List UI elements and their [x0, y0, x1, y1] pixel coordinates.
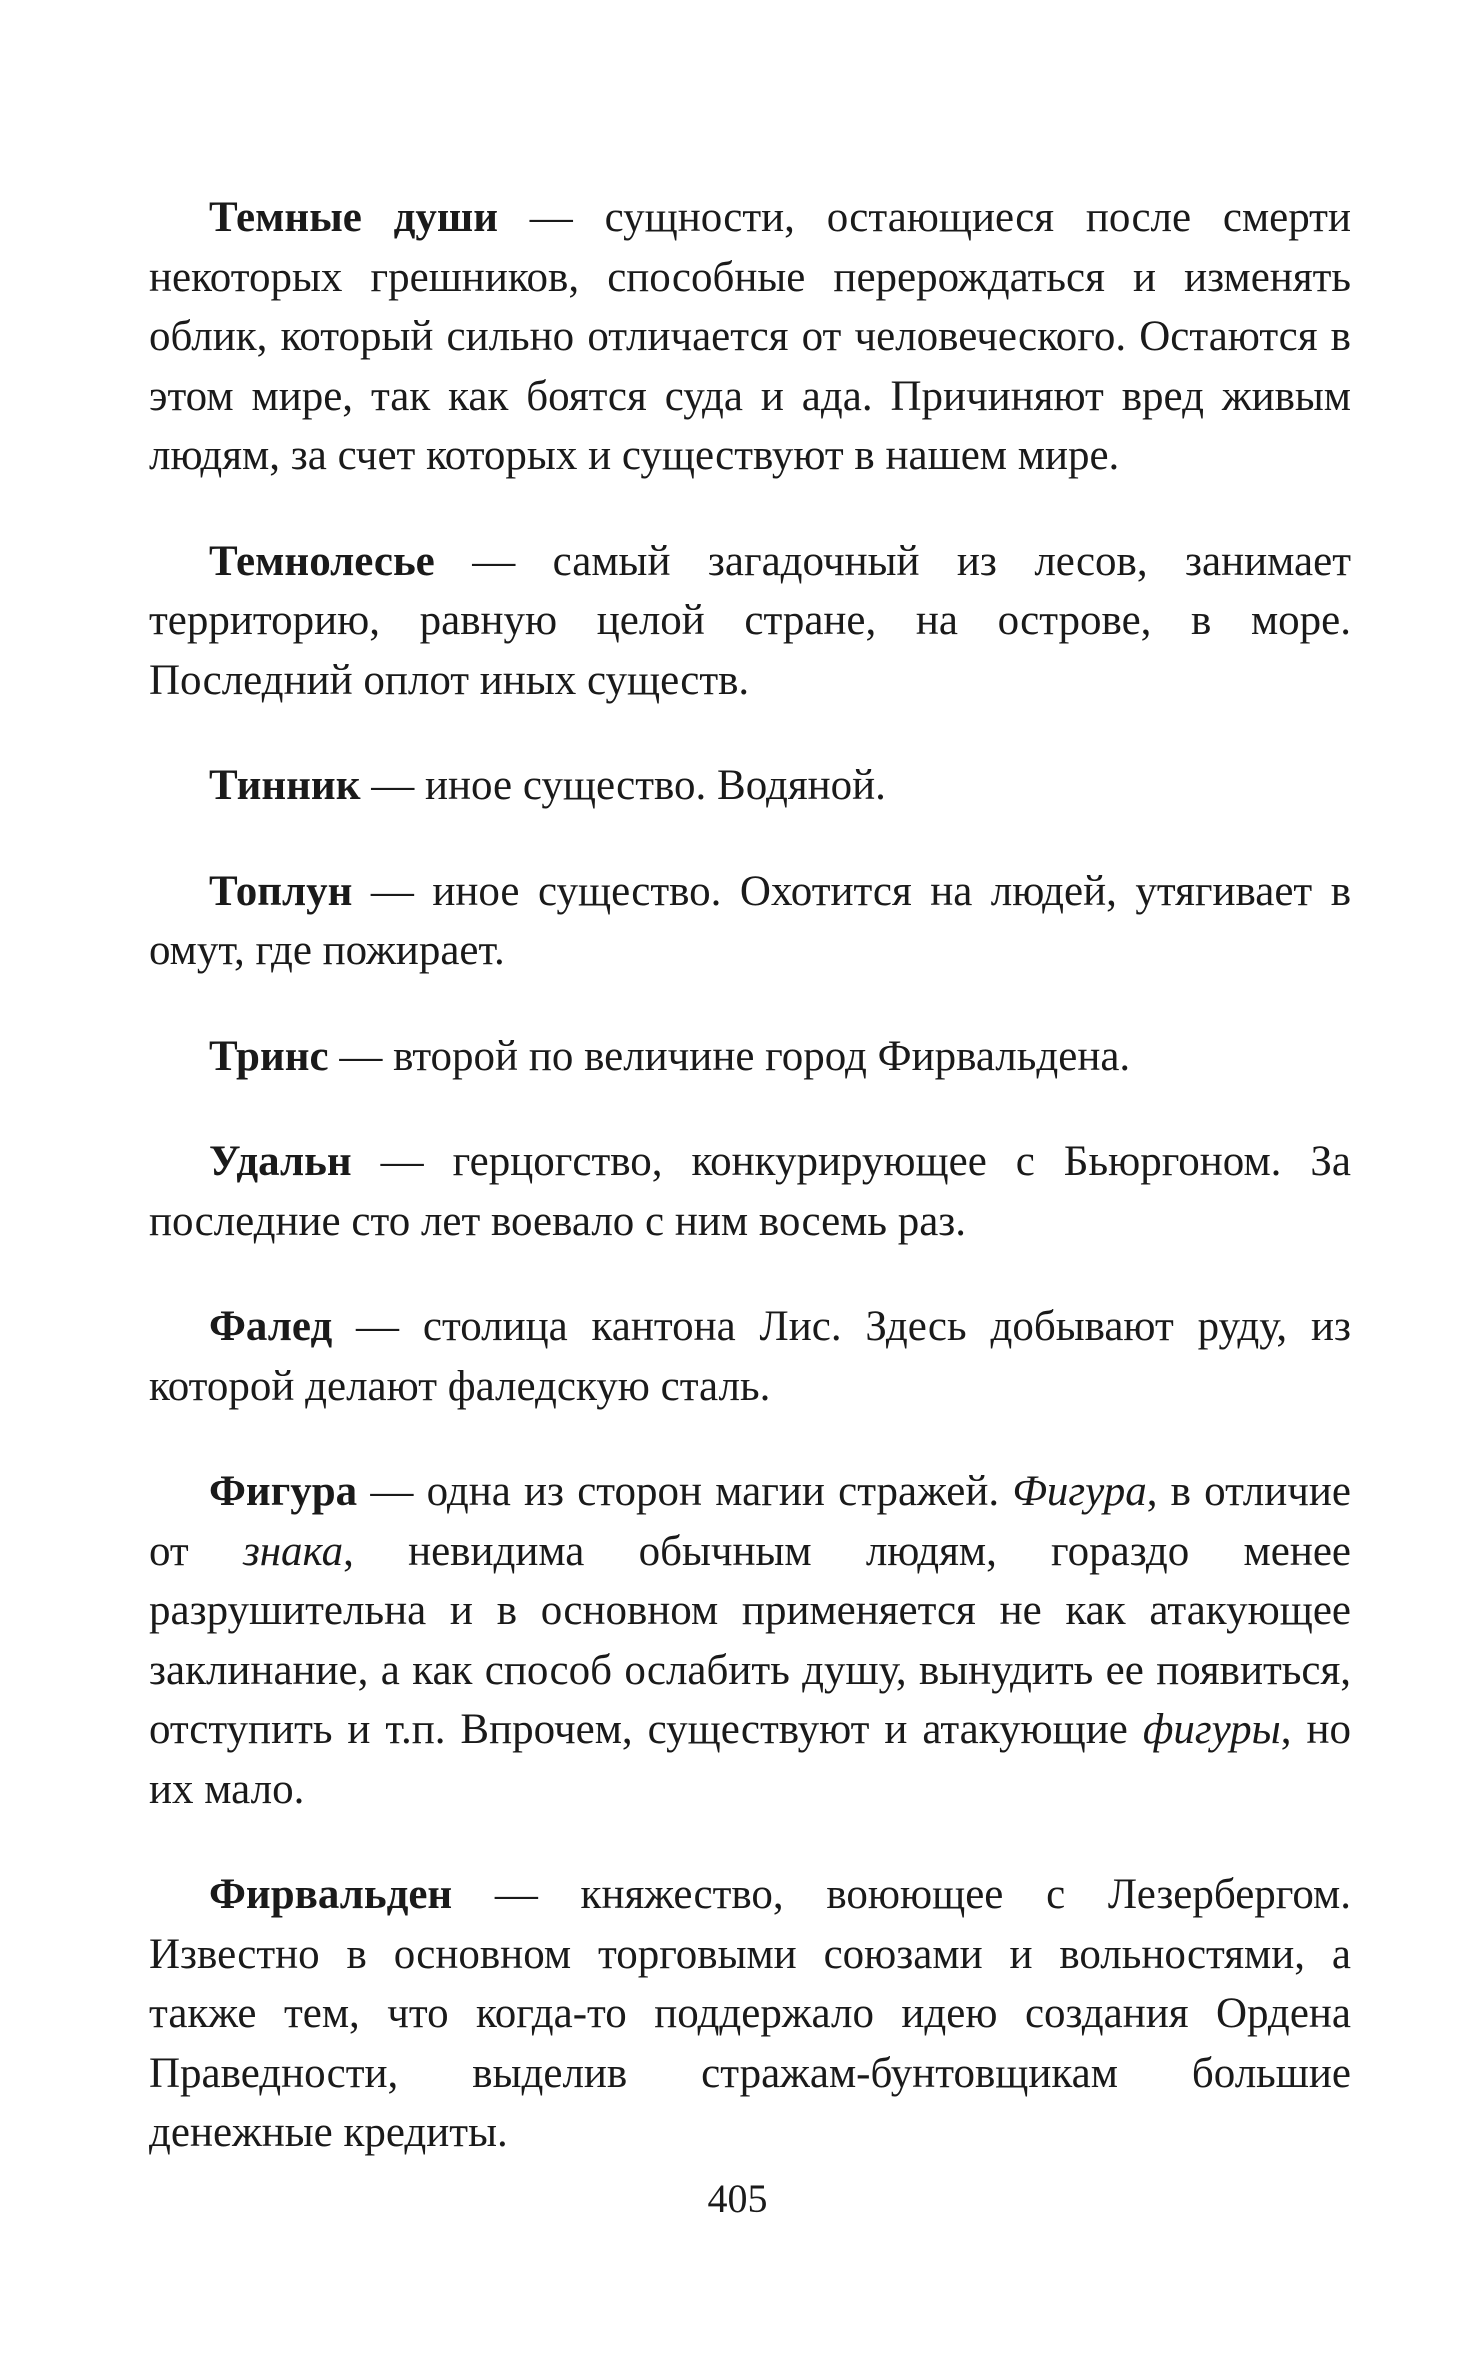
- definition-text: — герцогство, конкурирующее с Бьюргоном. За последние сто лет воевало с ним восемь раз.: [149, 1138, 1351, 1245]
- definition-text: — иное существо. Охотится на людей, утягивает в омут, где пожирает.: [149, 867, 1351, 974]
- definition-text: — столица кантона Лис. Здесь добывают руду, из которой делают фаледскую сталь.: [149, 1303, 1351, 1410]
- italic-term: фигуры: [1142, 1706, 1281, 1753]
- definition-text: — одна из сторон магии стражей.: [357, 1468, 1013, 1515]
- glossary-entry: [149, 862, 1351, 981]
- definition-text: — княжество, воюющее с Лезербергом. Известно в основном торговыми союзами и вольностями, а также тем, что когда-то поддержало идею создания Ордена Праведности, выделив стражам-бунтовщикам большие денежные кредиты.: [149, 1871, 1351, 2156]
- glossary-entry: [149, 532, 1351, 711]
- glossary-entry: [149, 1297, 1351, 1416]
- definition-text: — второй по величине город Фирвальдена.: [328, 1032, 1131, 1080]
- glossary-term: Тринс: [209, 1032, 329, 1080]
- definition-text: — иное существо. Водяной.: [360, 762, 886, 809]
- glossary-text: [149, 188, 1351, 2209]
- glossary-entry: [149, 1027, 1351, 1087]
- glossary-term: Фигура: [209, 1468, 358, 1515]
- italic-term: Фигура: [1012, 1468, 1147, 1515]
- italic-term: знака: [242, 1527, 344, 1575]
- glossary-entry: [149, 1462, 1351, 1819]
- glossary-entry: [149, 756, 1351, 816]
- glossary-term: Топлун: [209, 867, 353, 915]
- glossary-term: Удальн: [209, 1138, 352, 1185]
- definition-text: , невидима обычным людям, гораздо менее разрушительна и в основном применяется не как атакующее заклинание, а как способ ослабить душу, вынудить ее появиться, отступить и т.п. Впрочем, существуют и атакующие: [149, 1527, 1351, 1753]
- glossary-entry: [149, 188, 1351, 486]
- definition-text: , но их мало.: [149, 1706, 1351, 1813]
- definition-text: — сущности, остающиеся после смерти некоторых грешников, способные перерождаться и изменять облик, который сильно отличается от человеческого. Остаются в этом мире, так как боятся суда и ада. Причиняют вред живым людям, за счет которых и существуют в нашем мире.: [149, 194, 1351, 479]
- definition-text: — самый загадочный из лесов, занимает территорию, равную целой стране, на острове, в море. Последний оплот иных существ.: [149, 537, 1351, 704]
- glossary-term: Фирвальден: [209, 1871, 453, 1918]
- glossary-entry: [149, 1132, 1351, 1251]
- page-number: 405: [707, 2176, 768, 2221]
- glossary-term: Темнолесье: [209, 537, 435, 585]
- definition-text: , в отличие от: [149, 1468, 1352, 1575]
- glossary-term: Темные души: [209, 194, 498, 241]
- glossary-term: Фалед: [209, 1303, 333, 1350]
- glossary-term: Тинник: [209, 762, 361, 809]
- glossary-entry: [149, 1865, 1351, 2163]
